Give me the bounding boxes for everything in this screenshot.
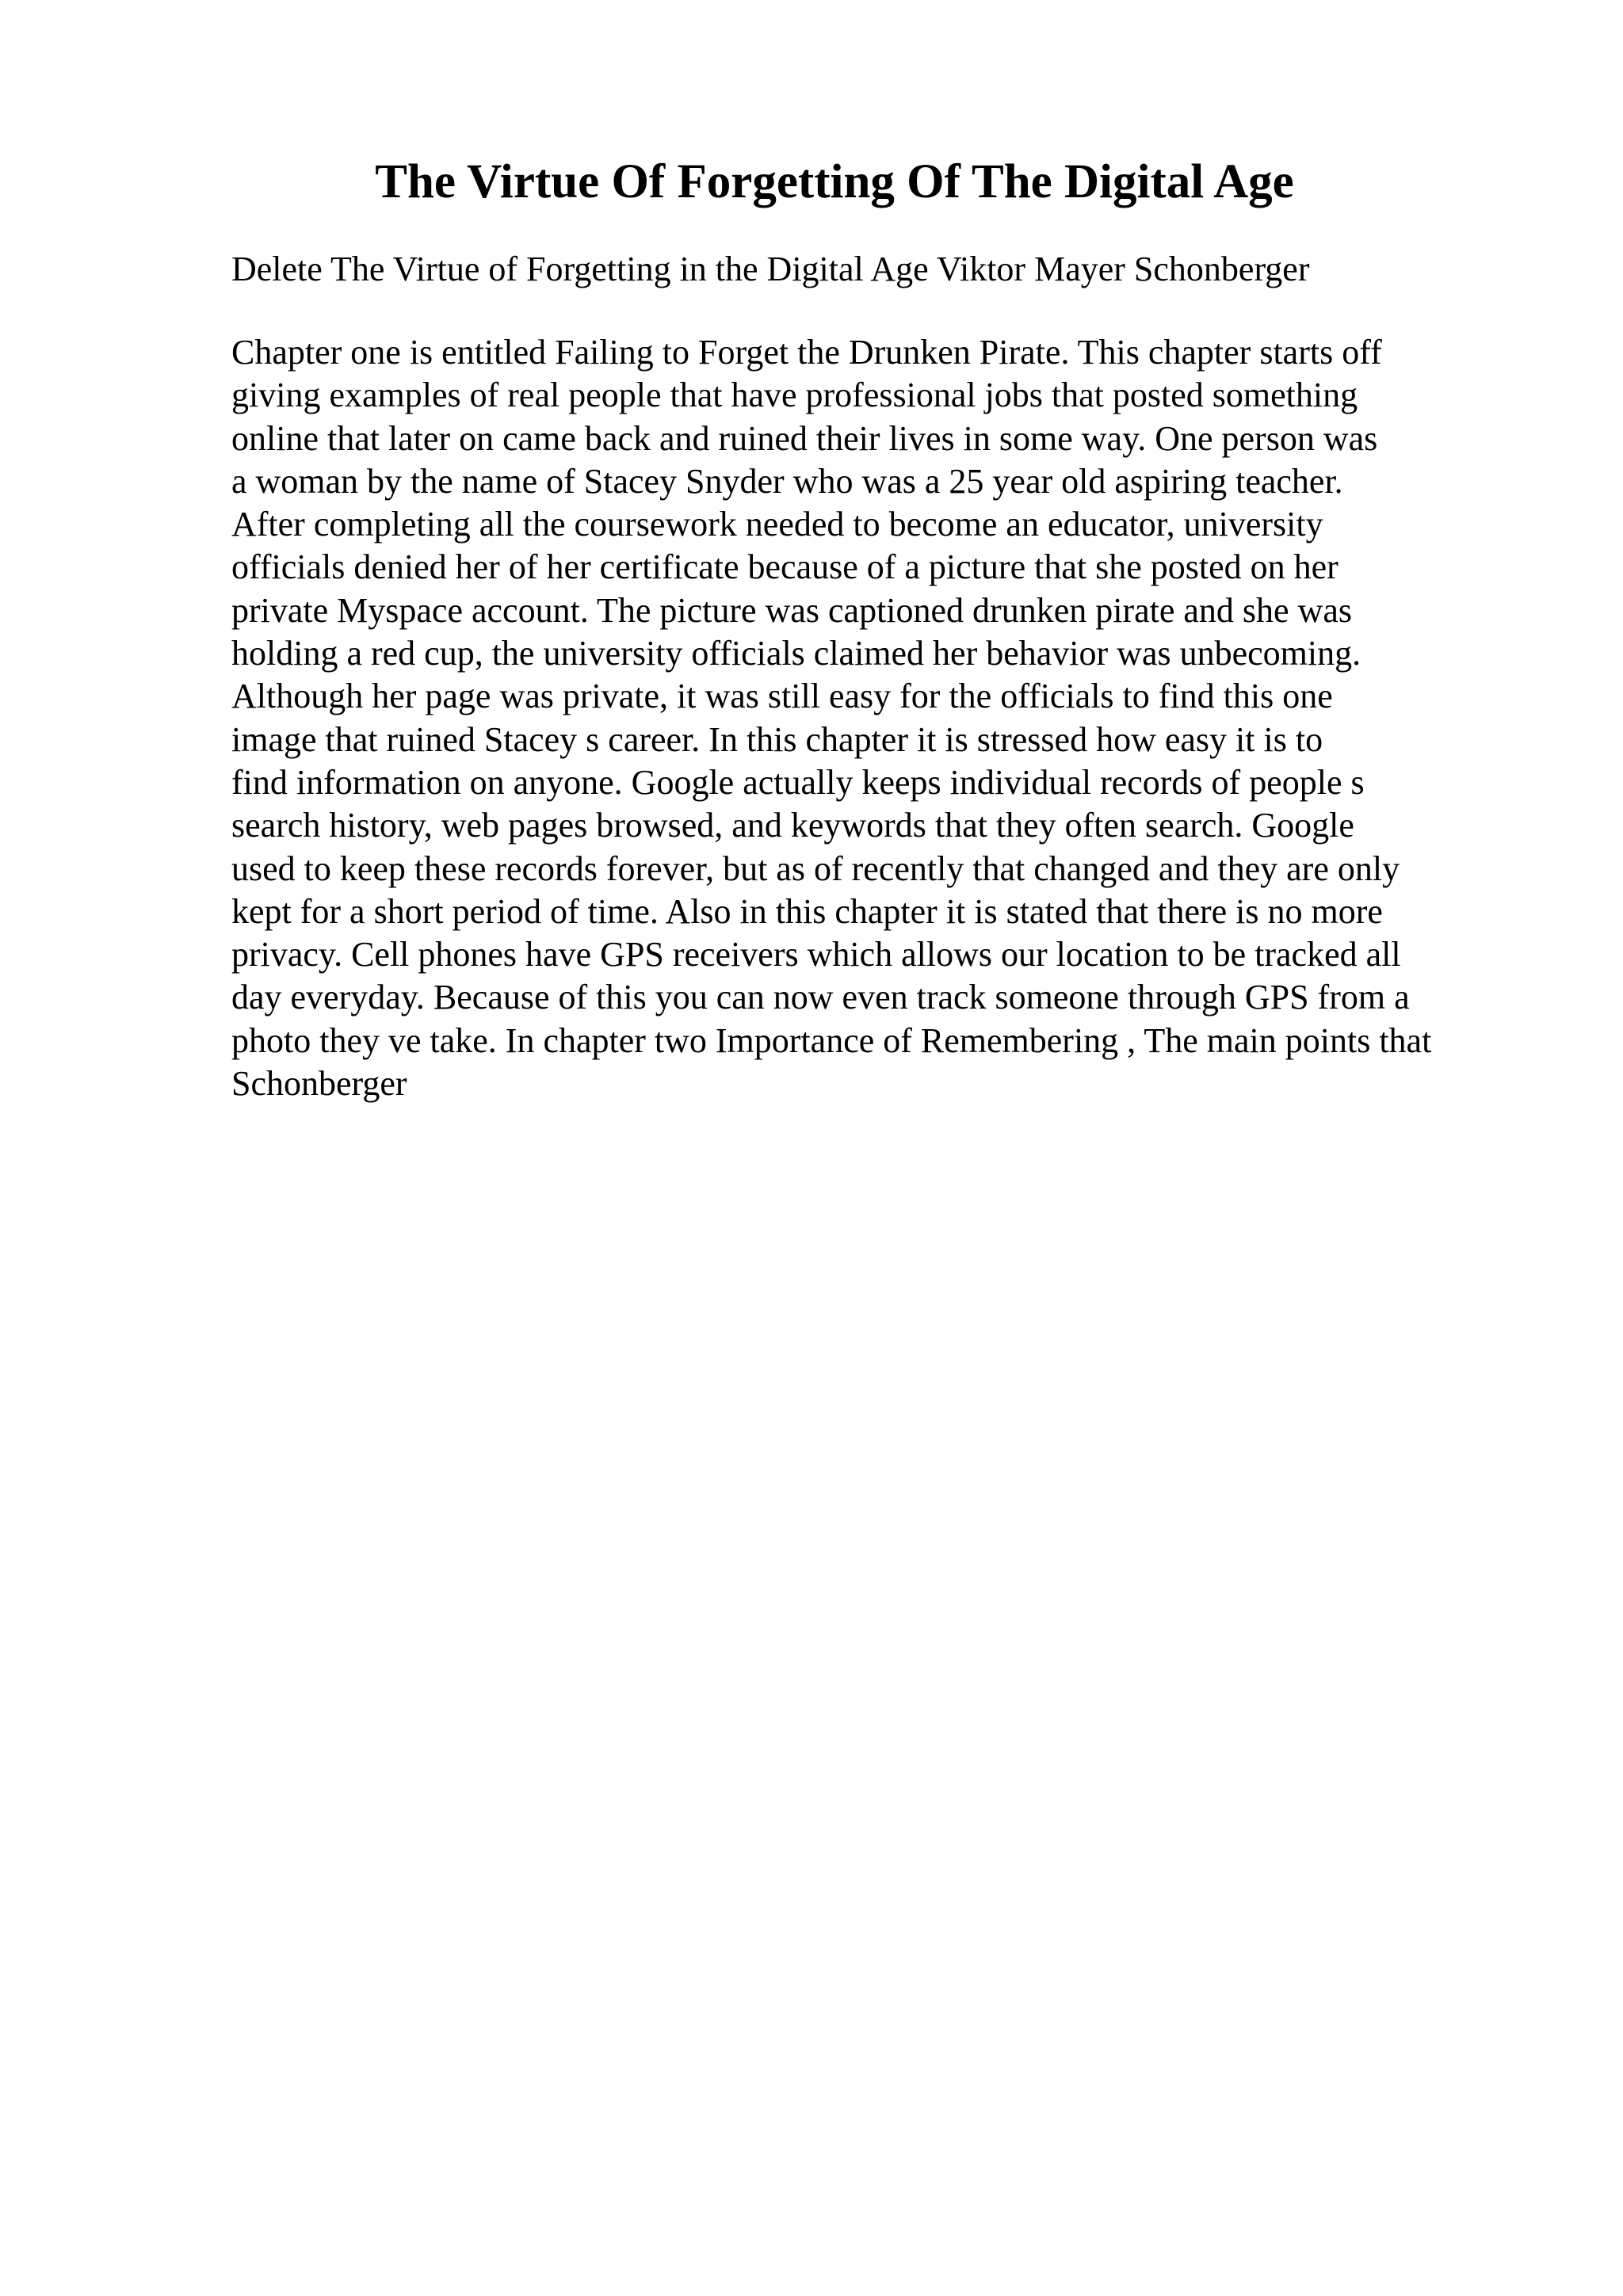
- body-line: privacy. Cell phones have GPS receivers which allows our location to be tracked all: [231, 935, 1401, 974]
- body-line: search history, web pages browsed, and keywords that they often search. Google: [231, 806, 1354, 845]
- body-line: online that later on came back and ruined their lives in some way. One person was: [231, 418, 1378, 458]
- body-line: kept for a short period of time. Also in this chapter it is stated that there is no more: [231, 891, 1383, 931]
- document-title: The Virtue Of Forgetting Of The Digital Age: [375, 155, 1294, 208]
- body-line: giving examples of real people that have professional jobs that posted something: [231, 376, 1358, 415]
- body-line: find information on anyone. Google actually keeps individual records of people s: [231, 762, 1365, 802]
- document-body: [231, 331, 1515, 1105]
- body-line: used to keep these records forever, but as of recently that changed and they are only: [231, 849, 1400, 888]
- body-line: After completing all the coursework needed to become an educator, university: [231, 505, 1323, 544]
- body-line: officials denied her of her certificate because of a picture that she posted on her: [231, 547, 1338, 587]
- body-line: Although her page was private, it was still easy for the officials to find this one: [231, 677, 1333, 716]
- body-line: holding a red cup, the university officials claimed her behavior was unbecoming.: [231, 634, 1361, 673]
- body-line: Schonberger: [231, 1064, 407, 1104]
- body-line: image that ruined Stacey s career. In this chapter it is stressed how easy it is to: [231, 719, 1323, 759]
- body-line: photo they ve take. In chapter two Importance of Remembering , The main points that: [231, 1020, 1432, 1060]
- body-line: day everyday. Because of this you can now even track someone through GPS from a: [231, 978, 1410, 1017]
- body-line: private Myspace account. The picture was captioned drunken pirate and she was: [231, 590, 1352, 630]
- body-line: a woman by the name of Stacey Snyder who was a 25 year old aspiring teacher.: [231, 461, 1343, 501]
- body-line: Chapter one is entitled Failing to Forget the Drunken Pirate. This chapter starts off: [231, 333, 1382, 372]
- document-subtitle: Delete The Virtue of Forgetting in the Digital Age Viktor Mayer Schonberger: [231, 250, 1310, 288]
